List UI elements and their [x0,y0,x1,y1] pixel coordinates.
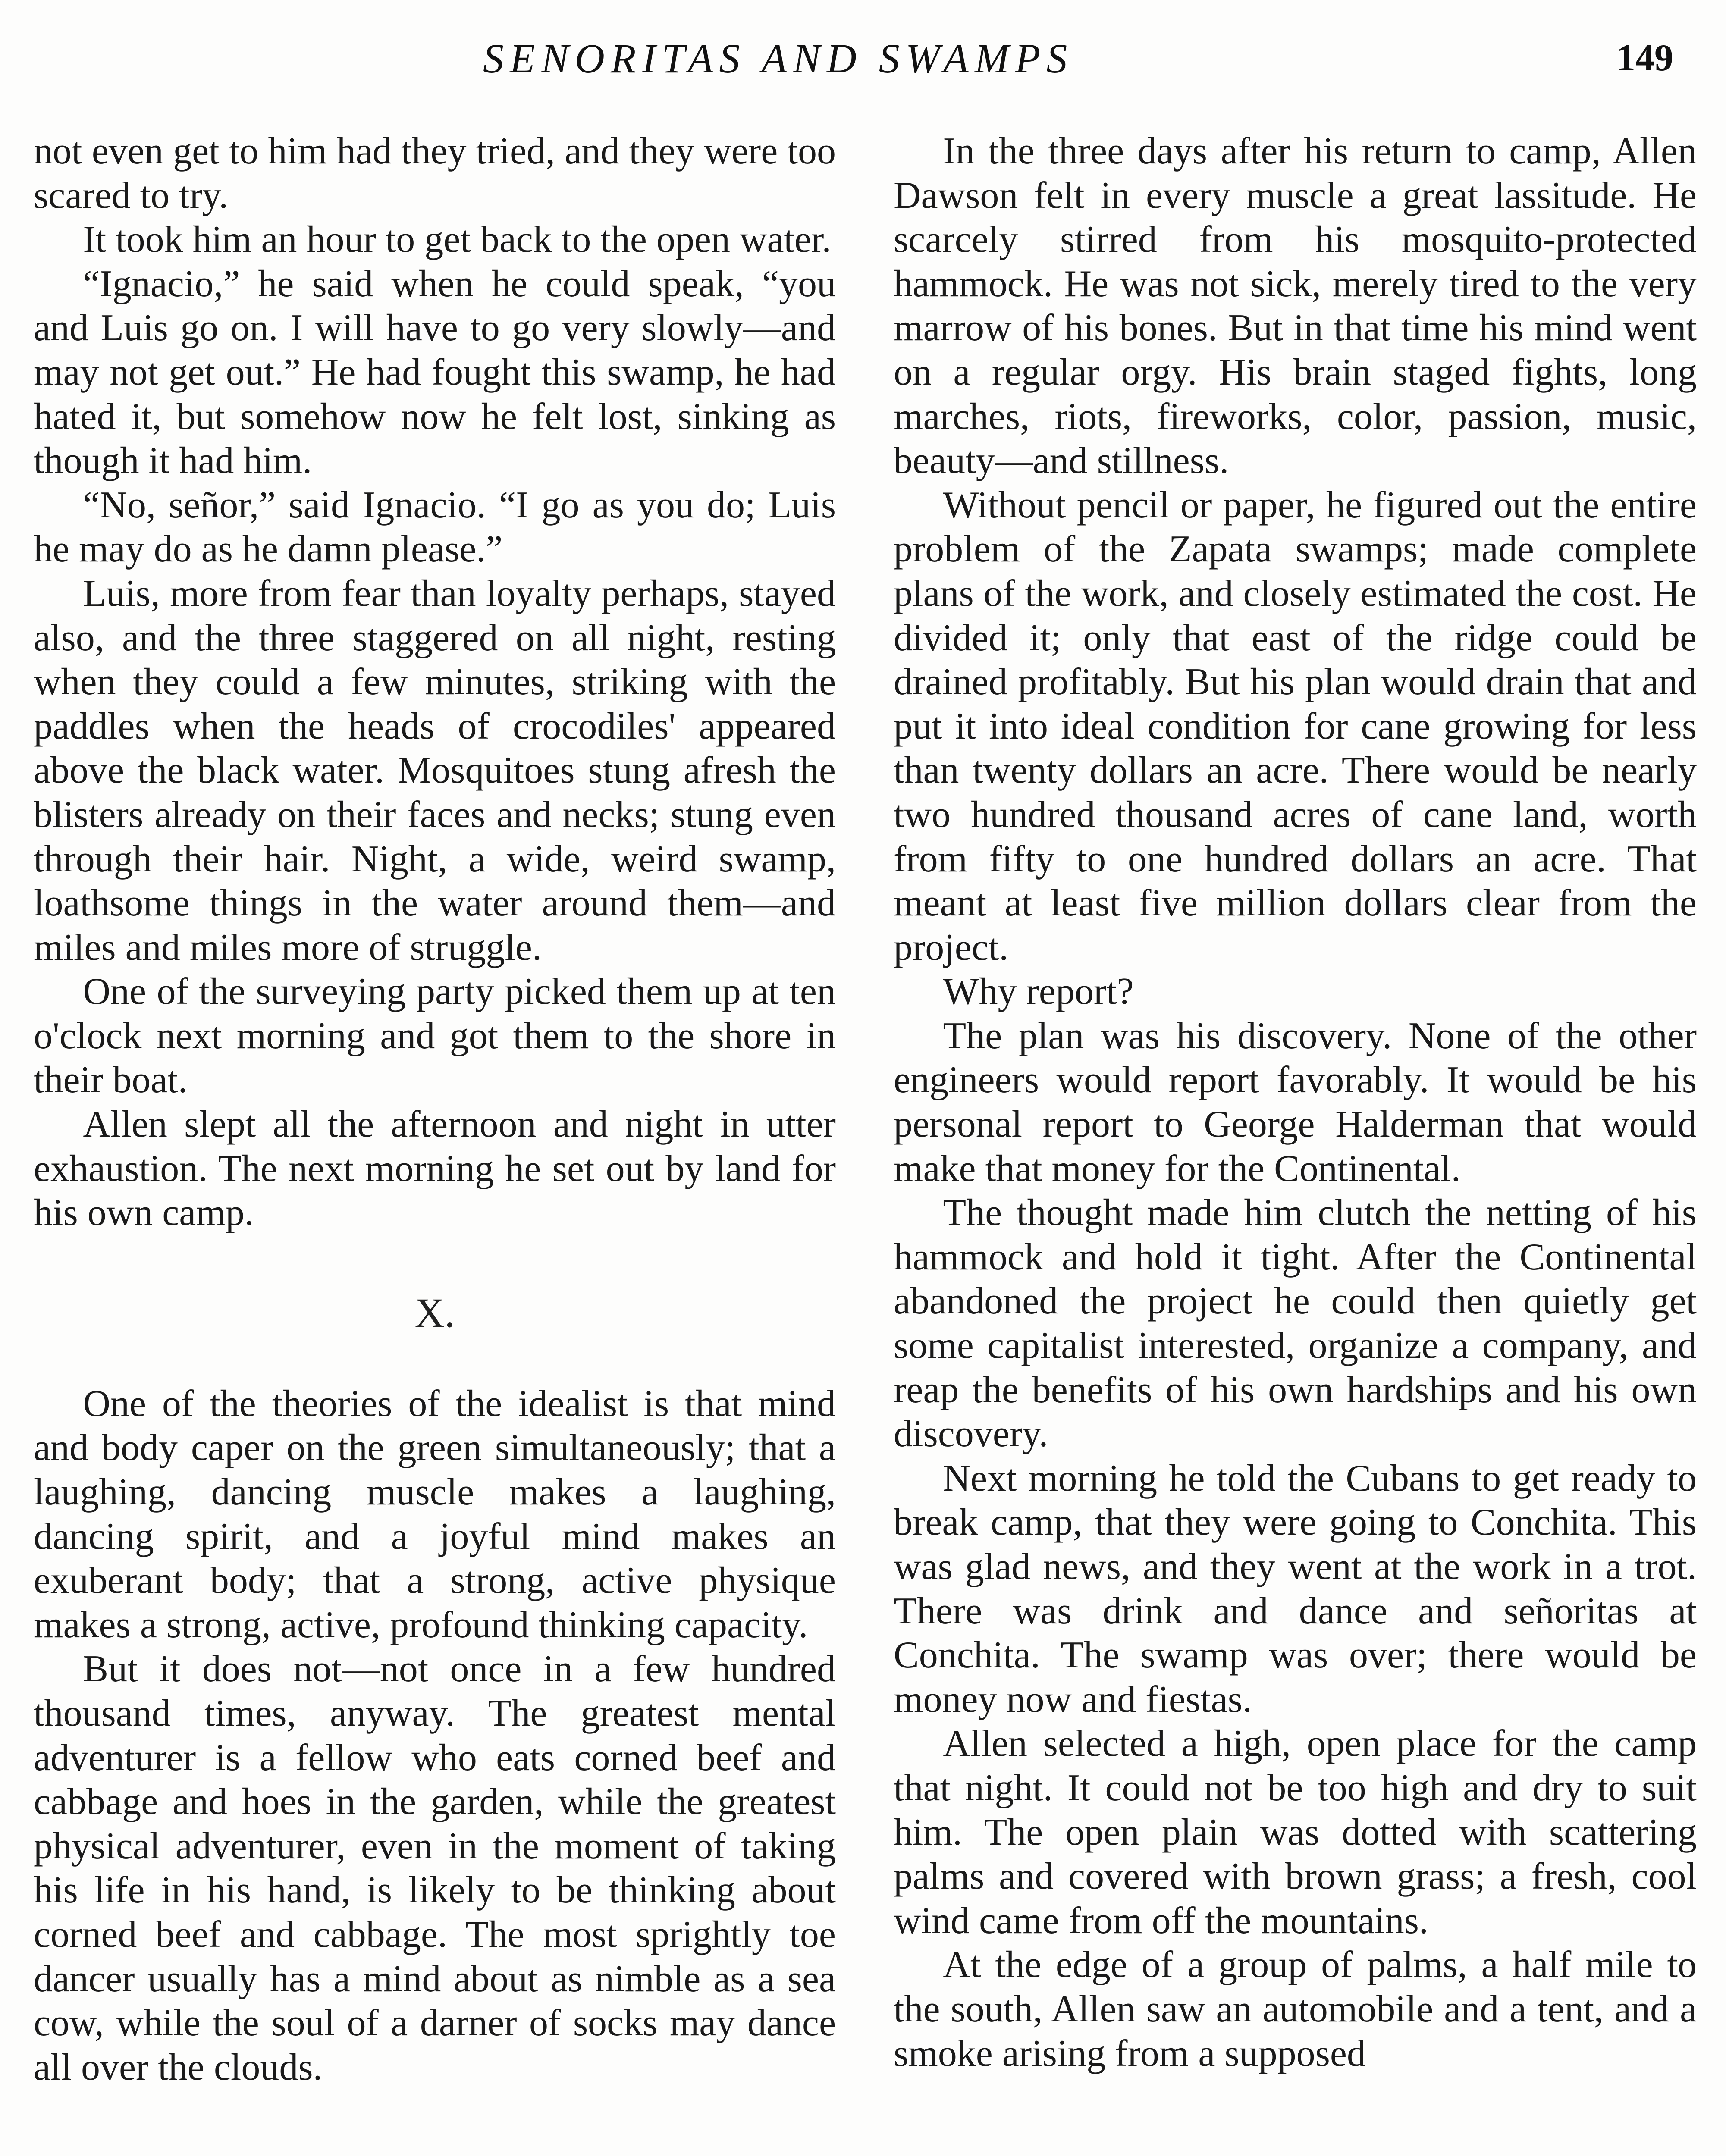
running-header [0,30,1726,95]
running-title: SENORITAS AND SWAMPS [483,35,1073,81]
paragraph: It took him an hour to get back to the open water. [83,219,832,261]
paragraph: In the three days after his return to camp, Allen Dawson felt in every muscle a great lassitude. He scarcely stirred from his mosquito-protected hammock. He was not sick, merely tired to the very marrow of his bones. But in that time his mind went on a regular orgy. His brain staged fights, long marches, riots, fireworks, color, passion, music, beauty—and stillness. [894,130,1697,482]
paragraph: One of the surveying party picked them up at ten o'clock next morning and got them to the shore in their boat. [34,971,836,1101]
paragraph: not even get to him had they tried, and they were too scared to try. [34,130,836,216]
page-number: 149 [1616,37,1673,79]
right-column [894,129,1697,2156]
paragraph: Luis, more from fear than loyalty perhaps, stayed also, and the three staggered on all night, resting when they could a few minutes, striking with the paddles when the heads of crocodiles' appeared above the black water. Mosquitoes stung afresh the blisters already on their faces and necks; stung even through their hair. Night, a wide, weird swamp, loathsome things in the water around them—and miles and miles more of struggle. [34,572,836,968]
paragraph: Why report? [943,971,1134,1013]
paragraph: The thought made him clutch the netting of his hammock and hold it tight. After the Continental abandoned the project he could then quietly get some capitalist interested, organize a company, and reap the benefits of his own hardships and his own discovery. [894,1192,1697,1455]
left-column [34,129,836,2156]
section-heading: X. [414,1289,455,1336]
paragraph: Allen selected a high, open place for the camp that night. It could not be too high and dry to suit him. The open plain was dotted with scattering palms and covered with brown grass; a fresh, cool wind came from off the mountains. [894,1723,1697,1942]
paragraph: “Ignacio,” he said when he could speak, “you and Luis go on. I will have to go very slowly—and may not get out.” He had fought this swamp, he had hated it, but somehow now he felt lost, sinking as though it had him. [34,263,836,482]
paragraph: At the edge of a group of palms, a half mile to the south, Allen saw an automobile and a tent, and a smoke arising from a supposed [894,1944,1697,2075]
paragraph: Without pencil or paper, he figured out the entire problem of the Zapata swamps; made complete plans of the work, and closely estimated the cost. He divided it; only that east of the ridge could be drained profitably. But his plan would drain that and put it into ideal condition for cane growing for less than twenty dollars an acre. There would be nearly two hundred thousand acres of cane land, worth from fifty to one hundred dollars an acre. That meant at least five million dollars clear from the project. [894,484,1697,968]
paragraph: The plan was his discovery. None of the other engineers would report favorably. It would be his personal report to George Halderman that would make that money for the Continental. [894,1015,1697,1190]
paragraph: “No, señor,” said Ignacio. “I go as you do; Luis he may do as he damn please.” [34,484,836,570]
paragraph: But it does not—not once in a few hundred thousand times, anyway. The greatest mental adventurer is a fellow who eats corned beef and cabbage and hoes in the garden, while the greatest physical adventurer, even in the moment of taking his life in his hand, is likely to be thinking about corned beef and cabbage. The most sprightly toe dancer usually has a mind about as nimble as a sea cow, while the soul of a darner of socks may dance all over the clouds. [34,1648,836,2088]
paragraph: Allen slept all the afternoon and night in utter exhaustion. The next morning he set out by land for his own camp. [34,1103,836,1234]
paragraph: Next morning he told the Cubans to get ready to break camp, that they were going to Conchita. This was glad news, and they went at the work in a trot. There was drink and dance and señoritas at Conchita. The swamp was over; there would be money now and fiestas. [894,1457,1697,1720]
paragraph: One of the theories of the idealist is that mind and body caper on the green simultaneously; that a laughing, dancing muscle makes a laughing, dancing spirit, and a joyful mind makes an exuberant body; that a strong, active physique makes a strong, active, profound thinking capacity. [34,1382,836,1646]
